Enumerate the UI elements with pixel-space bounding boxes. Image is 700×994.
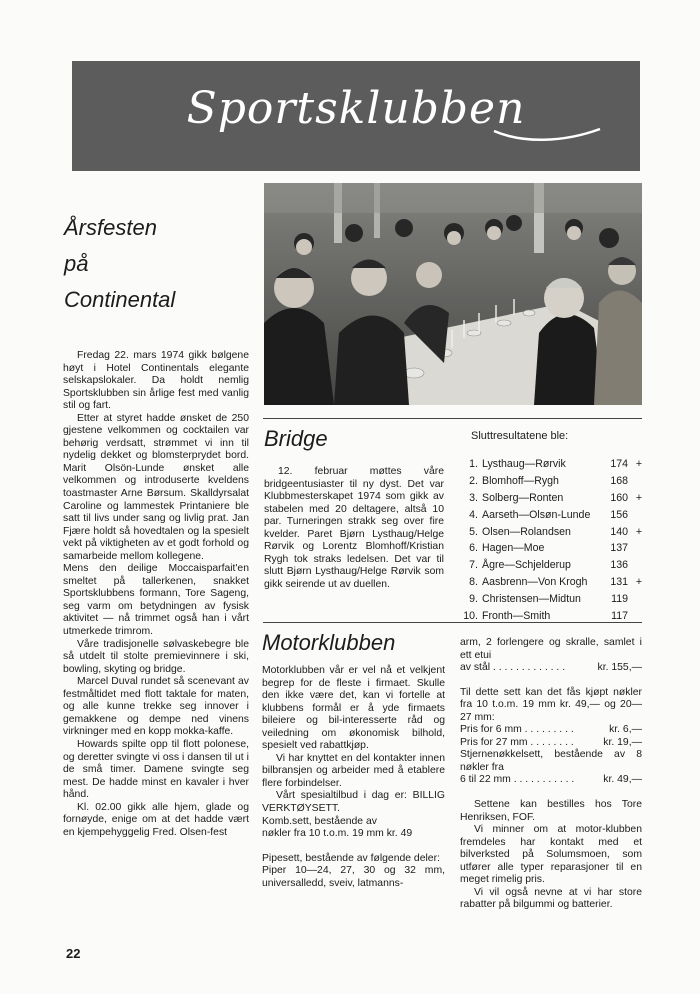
result-pair: Aarseth—Olsøn-Lunde [482,508,591,521]
result-plus: + [635,458,642,471]
arsfest-heading-line: Årsfesten [64,215,157,240]
result-rank: 5. [469,525,478,538]
price-value: kr. 19,— [603,736,642,748]
paragraph: Settene kan bestilles hos Tore Henriksen, FOF. [460,799,642,823]
paragraph: Komb.sett, bestående av [262,815,377,827]
price-label: 6 til 22 mm . . . . . . . . . . . [460,774,575,786]
result-points: 131 [610,575,628,588]
result-points: 137 [610,542,628,555]
price-value: kr. 49,— [603,774,642,786]
motor-article-col1 [262,665,445,890]
price-line [460,737,642,750]
arsfest-heading-line: på [64,251,89,276]
result-pair: Christensen—Midtun [482,592,581,605]
result-pair: Solberg—Ronten [482,491,564,504]
paragraph: Stjernenøkkelsett, bestående av 8 nøkler fra [460,749,642,773]
result-points: 168 [610,475,628,488]
paragraph: Marcel Duval rundet så scenevant av festmåltidet med flott taktale for maten, og alle kunne trekke seg innover i gemakkene og dempe ned vinens virkninger med en kopp mokka-kaffe. [63,676,249,738]
result-rank: 7. [469,559,478,572]
result-rank: 9. [469,592,478,605]
result-plus: + [635,575,642,588]
title-swash [492,125,602,145]
arsfest-heading [64,210,175,318]
result-pair: Fronth—Smith [482,609,551,622]
result-points: 117 [611,609,628,622]
result-row [462,473,642,490]
result-rank: 8. [469,575,478,588]
paragraph: Motorklubben vår er vel nå et velkjent begrep for de fleste i firmaet. Skulle den ikke være det, kan vi fortelle at klubbens formål er å yde firmaets bileiere og bil-interesserte råd og veiledning om økonomisk bilhold, spesielt ved rabattkjøp. [262,665,445,752]
paragraph: Howards spilte opp til flott polonese, og deretter svingte vi oss i dansen til ut i de små timer. Damene svingte seg mest. De hadde minst en kavaler i hver hånd. [63,738,249,801]
result-points: 160 [610,491,628,504]
paragraph: Etter at styret hadde ønsket de 250 gjestene velkommen og cocktailen var behørig verdsatt, strømmet vi inn til nydelig dekket og blomsterprydet bord. Marit Olsön-Lunde ønsket alle velkommen og introduserte kveldens toastmaster Arne Børsum. Skalldyrsalat Caroline og lammestek Printaniere ble satt til livs under sang og livlig prat. Jan Fjære holdt så hovedtalen og la spesielt vekt på viktigheten av et godt forhold og samarbeide mellom kollegene. [63,412,249,562]
result-points: 156 [610,508,628,521]
result-pair: Lysthaug—Rørvik [482,458,566,471]
price-line [460,662,642,675]
result-points: 119 [611,592,628,605]
price-value: kr. 6,— [609,724,642,736]
result-row [462,607,642,624]
result-row [462,506,642,523]
result-row [462,523,642,540]
result-pair: Blomhoff—Rygh [482,475,559,488]
bridge-article [264,466,444,591]
arsfest-heading-line: Continental [64,287,176,312]
party-photo-illustration [264,183,642,405]
arsfest-article [63,350,249,839]
divider-bridge [263,418,642,419]
paragraph: Til dette sett kan det fås kjøpt nøkler fra 10 t.o.m. 19 mm kr. 49,— og 20—27 mm: [460,686,642,723]
paragraph: Mens den deilige Moccaisparfait'en smeltet på tallerkenen, snakket Sportsklubbens formann, Tore Sageng, seg varm om betydningen av fysisk aktivitet — nå trimmet også han i vårt utmerkede trimrom. [63,563,249,638]
price-label: av stål . . . . . . . . . . . . . [460,662,566,674]
result-pair: Aasbrenn—Von Krogh [482,575,588,588]
paragraph: Piper 10—24, 27, 30 og 32 mm, universalledd, sveiv, latmanns- [262,865,445,889]
result-plus: + [635,525,642,538]
result-row [462,540,642,557]
result-points: 136 [610,559,628,572]
result-row [462,490,642,507]
motor-article-col2 [460,637,642,912]
banner-title: Sportsklubben [186,83,526,134]
price-label: Pris for 6 mm . . . . . . . . . [460,724,574,736]
result-row [462,557,642,574]
paragraph: Kl. 02.00 gikk alle hjem, glade og fornøyde, enige om at det hadde vært en kjempehyggelig Fred. Olsen-fest [63,801,249,838]
result-pair: Hagen—Moe [482,542,545,555]
motor-heading: Motorklubben [262,630,396,655]
price-line [460,774,642,787]
paragraph: Vi minner om at motor-klubben fremdeles har kontakt med et bilverksted på Solumsmoen, som utfører alle typer reparasjoner til en meget rimelig pris. [460,824,642,886]
paragraph: nøkler fra 10 t.o.m. 19 mm kr. 49 [262,828,413,840]
paragraph: Vi vil også nevne at vi har store rabatter på bilgummi og batterier. [460,886,642,911]
results-table [462,456,642,624]
result-rank: 1. [469,458,478,471]
result-pair: Olsen—Rolandsen [482,525,571,538]
result-rank: 4. [469,508,478,521]
paragraph: Fredag 22. mars 1974 gikk bølgene høyt i Hotel Continentals elegante selskapslokaler. Da holdt nemlig Sportsklubben sin årlige fest med vanlig stil og fart. [63,350,249,412]
paragraph: arm, 2 forlengere og skralle, samlet i ett etui [460,637,642,661]
page-number: 22 [66,946,81,961]
paragraph: 12. februar møttes våre bridgeentusiaster til ny dyst. Det var Klubbmesterskapet 1974 som gikk av stabelen med 20 deltagere, altså 10 par. Turneringen strakk seg over fire kvelder. Paret Bjørn Lysthaug/Helge Rørvik og Lorentz Blomhoff/Kristian Rygh tok straks ledelsen. Det var til slutt Bjørn Lysthaug/Helge Rørvik som gikk seirende ut av duellen. [264,466,444,590]
result-rank: 6. [469,542,478,555]
paragraph: Pipesett, bestående av følgende deler: [262,852,440,864]
party-photo [264,183,642,405]
bridge-heading: Bridge [264,426,328,451]
paragraph: Våre tradisjonelle sølvaskebegre ble så utdelt til stolte premievinnere i ski, bowling, skyting og bridge. [63,638,249,675]
results-title: Sluttresultatene ble: [471,430,569,442]
result-plus: + [635,491,642,504]
result-rank: 10. [463,609,478,622]
price-value: kr. 155,— [597,662,642,674]
result-row [462,456,642,473]
price-label: Pris for 27 mm . . . . . . . . [460,736,574,748]
result-points: 140 [610,525,628,538]
paragraph: Vi har knyttet en del kontakter innen bilbransjen og arbeider med å etablere flere forbindelser. [262,752,445,789]
result-pair: Ågre—Schjelderup [482,559,571,572]
result-rank: 3. [469,491,478,504]
result-row [462,574,642,591]
price-line [460,724,642,737]
result-points: 174 [610,458,628,471]
result-rank: 2. [469,475,478,488]
section-banner [72,61,640,171]
result-row [462,590,642,607]
paragraph: Vårt spesialtilbud i dag er: BILLIG VERKTØYSETT. [262,790,445,815]
